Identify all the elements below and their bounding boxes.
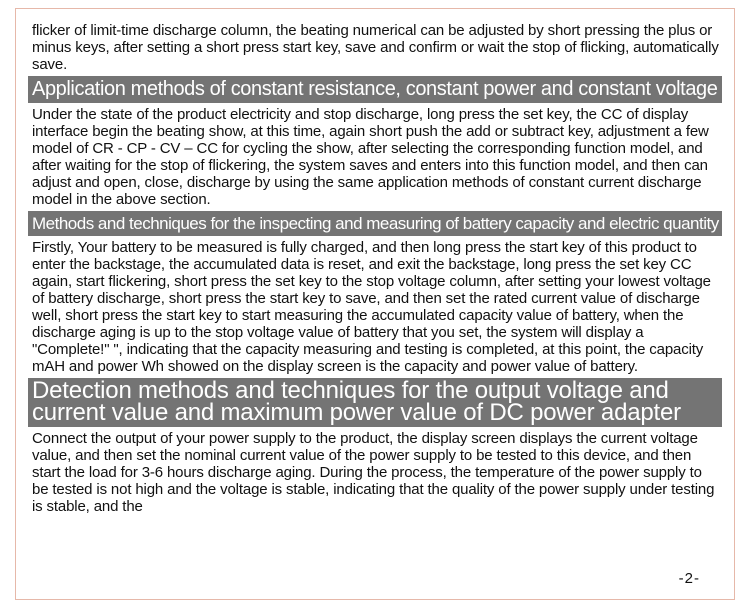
section-heading-battery-capacity [28, 211, 722, 236]
intro-paragraph: flicker of limit-time discharge column, the beating numerical can be adjusted by short pressing the plus or minus keys, after setting a short press start key, save and confirm or wait the stop of flicking, automatically save. [32, 22, 719, 73]
section-body-constant-modes: Under the state of the product electricity and stop discharge, long press the set key, the CC of display interface begin the beating show, at this time, again short push the add or subtract key, adjustment a few model of CR - CP - CV – CC for cycling the show, after selecting the corresponding function model, and after waiting for the stop of flickering, the system saves and enters into this function model, and then can adjust and open, close, discharge by using the same application methods of constant current discharge model in the above section. [32, 106, 709, 208]
section-body-battery-capacity: Firstly, Your battery to be measured is fully charged, and then long press the start key of this product to enter the backstage, the accumulated data is reset, and exit the backstage, long press the set key CC again, start flickering, short press the set key to the stop voltage column, after setting your lowest voltage of battery discharge, short press the start key to save, and then set the rated current value of discharge well, short press the start key to start measuring the accumulated capacity value of battery, when the discharge aging is up to the stop voltage value of battery that you set, the system will display a "Complete!" ", indicating that the capacity measuring and testing is completed, at this point, the capacity mAH and power Wh showed on the display screen is the capacity and power value of battery. [32, 239, 711, 375]
section-heading-dc-adapter: Detection methods and techniques for the output voltage and current value and maximum power value of DC power adapter [28, 378, 722, 427]
section-heading-constant-modes: Application methods of constant resistance, constant power and constant voltage [28, 76, 722, 103]
page-number: -2- [678, 570, 700, 587]
section-heading-battery-capacity-text: Methods and techniques for the inspecting and measuring of battery capacity and electric quantity [32, 214, 719, 233]
section-body-dc-adapter: Connect the output of your power supply to the product, the display screen displays the current voltage value, and then set the nominal current value of the power supply to be tested to this device, and then start the load for 3-6 hours discharge aging. During the process, the temperature of the power supply to be tested is not high and the voltage is stable, indicating that the quality of the power supply under testing is stable, and the [32, 430, 715, 515]
document-content [32, 22, 722, 515]
